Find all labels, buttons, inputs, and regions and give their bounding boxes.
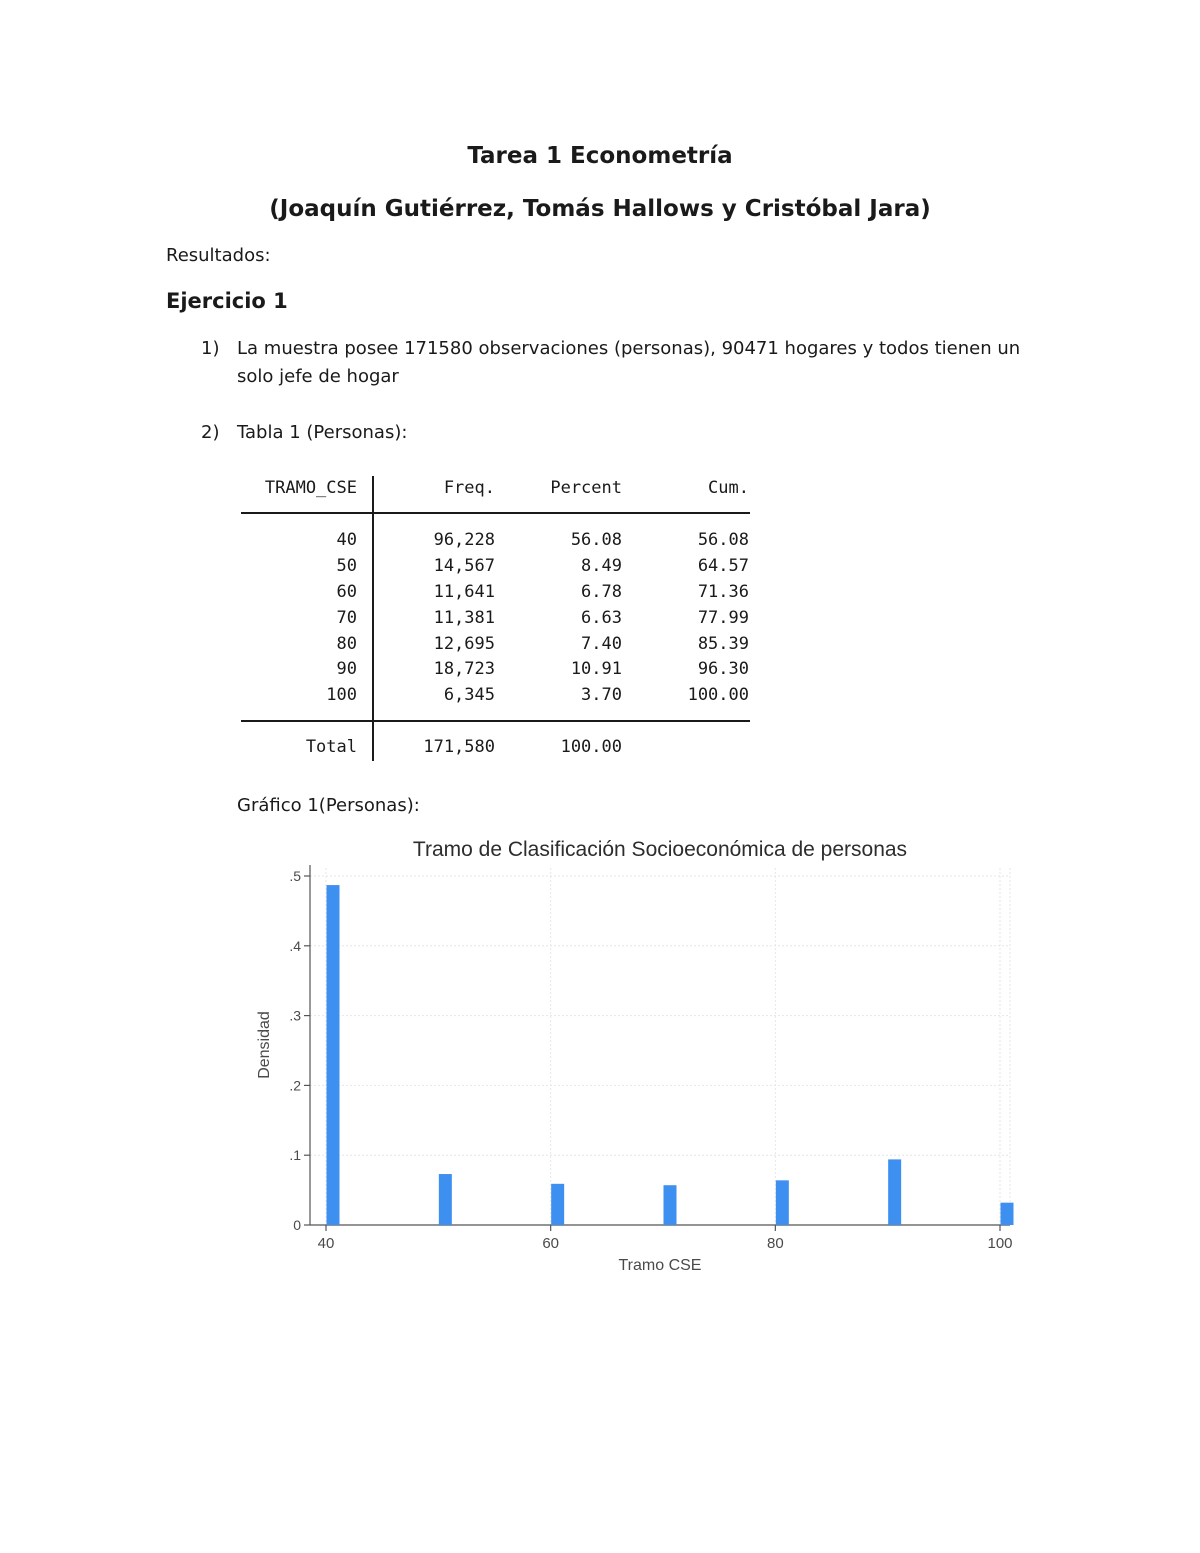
total-label: Total — [305, 737, 357, 757]
total-percent: 100.00 — [560, 737, 622, 757]
header-percent: Percent — [550, 478, 622, 498]
document-title: Tarea 1 Econometría — [467, 143, 733, 169]
row-60-percent: 6.78 — [581, 582, 622, 602]
row-70-percent: 6.63 — [581, 608, 622, 628]
chart-axes — [304, 865, 1010, 1231]
row-90-percent: 10.91 — [570, 659, 622, 679]
bar-tramo-50 — [439, 1174, 452, 1225]
row-100-percent: 3.70 — [581, 685, 622, 705]
row-100-tramo: 100 — [326, 685, 357, 705]
exercise-heading: Ejercicio 1 — [166, 289, 288, 313]
row-70-tramo: 70 — [336, 608, 357, 628]
row-80-cum: 85.39 — [697, 634, 749, 654]
header-freq: Freq. — [443, 478, 495, 498]
row-40-freq: 96,228 — [433, 530, 495, 550]
row-40-cum: 56.08 — [697, 530, 749, 550]
x-tick-label: 40 — [317, 1235, 335, 1252]
y-tick-label: .1 — [289, 1147, 301, 1164]
y-axis-label: Densidad — [256, 1011, 273, 1079]
x-tick-label: 80 — [766, 1235, 784, 1252]
row-100-cum: 100.00 — [687, 685, 749, 705]
total-freq: 171,580 — [423, 737, 495, 757]
item-1-text-line2: solo jefe de hogar — [237, 366, 399, 387]
bar-tramo-90 — [888, 1159, 901, 1225]
row-80-freq: 12,695 — [433, 634, 495, 654]
row-60-cum: 71.36 — [697, 582, 749, 602]
row-40-tramo: 40 — [336, 530, 357, 550]
y-tick-label: .4 — [289, 937, 301, 954]
header-cum: Cum. — [708, 478, 749, 498]
item-2-number: 2) — [201, 422, 220, 443]
row-50-tramo: 50 — [336, 556, 357, 576]
row-90-tramo: 90 — [336, 659, 357, 679]
bar-tramo-40 — [327, 885, 340, 1225]
results-label: Resultados: — [166, 245, 271, 266]
y-tick-label: .5 — [289, 868, 301, 884]
y-tick-label: .3 — [289, 1007, 301, 1024]
row-60-freq: 11,641 — [433, 582, 495, 602]
row-60-tramo: 60 — [336, 582, 357, 602]
chart-tick-labels — [289, 868, 1012, 1252]
row-50-freq: 14,567 — [433, 556, 495, 576]
row-70-freq: 11,381 — [433, 608, 495, 628]
document-authors: (Joaquín Gutiérrez, Tomás Hallows y Cristóbal Jara) — [269, 196, 931, 222]
chart-bars — [327, 885, 1014, 1225]
bar-tramo-100 — [1001, 1203, 1014, 1225]
row-70-cum: 77.99 — [697, 608, 749, 628]
item-2-text: Tabla 1 (Personas): — [237, 422, 408, 443]
bar-tramo-80 — [776, 1180, 789, 1225]
row-50-cum: 64.57 — [697, 556, 749, 576]
x-tick-label: 60 — [542, 1235, 560, 1252]
header-tramo-cse: TRAMO_CSE — [264, 478, 357, 498]
chart-grid — [310, 868, 1010, 1225]
chart-title: Tramo de Clasificación Socioeconómica de personas — [412, 838, 908, 861]
graph-label: Gráfico 1(Personas): — [237, 795, 420, 816]
y-tick-label: 0 — [293, 1217, 301, 1233]
row-50-percent: 8.49 — [581, 556, 622, 576]
y-tick-label: .2 — [289, 1077, 301, 1094]
row-100-freq: 6,345 — [443, 685, 495, 705]
bar-tramo-60 — [551, 1184, 564, 1225]
x-axis-label: Tramo CSE — [618, 1257, 702, 1274]
row-90-cum: 96.30 — [697, 659, 749, 679]
item-1-text-line1: La muestra posee 171580 observaciones (personas), 90471 hogares y todos tienen un — [237, 338, 1021, 359]
bar-tramo-70 — [664, 1185, 677, 1225]
item-1-number: 1) — [201, 338, 220, 359]
row-40-percent: 56.08 — [570, 530, 622, 550]
row-80-percent: 7.40 — [581, 634, 622, 654]
row-80-tramo: 80 — [336, 634, 357, 654]
row-90-freq: 18,723 — [433, 659, 495, 679]
x-tick-label: 100 — [987, 1235, 1013, 1252]
